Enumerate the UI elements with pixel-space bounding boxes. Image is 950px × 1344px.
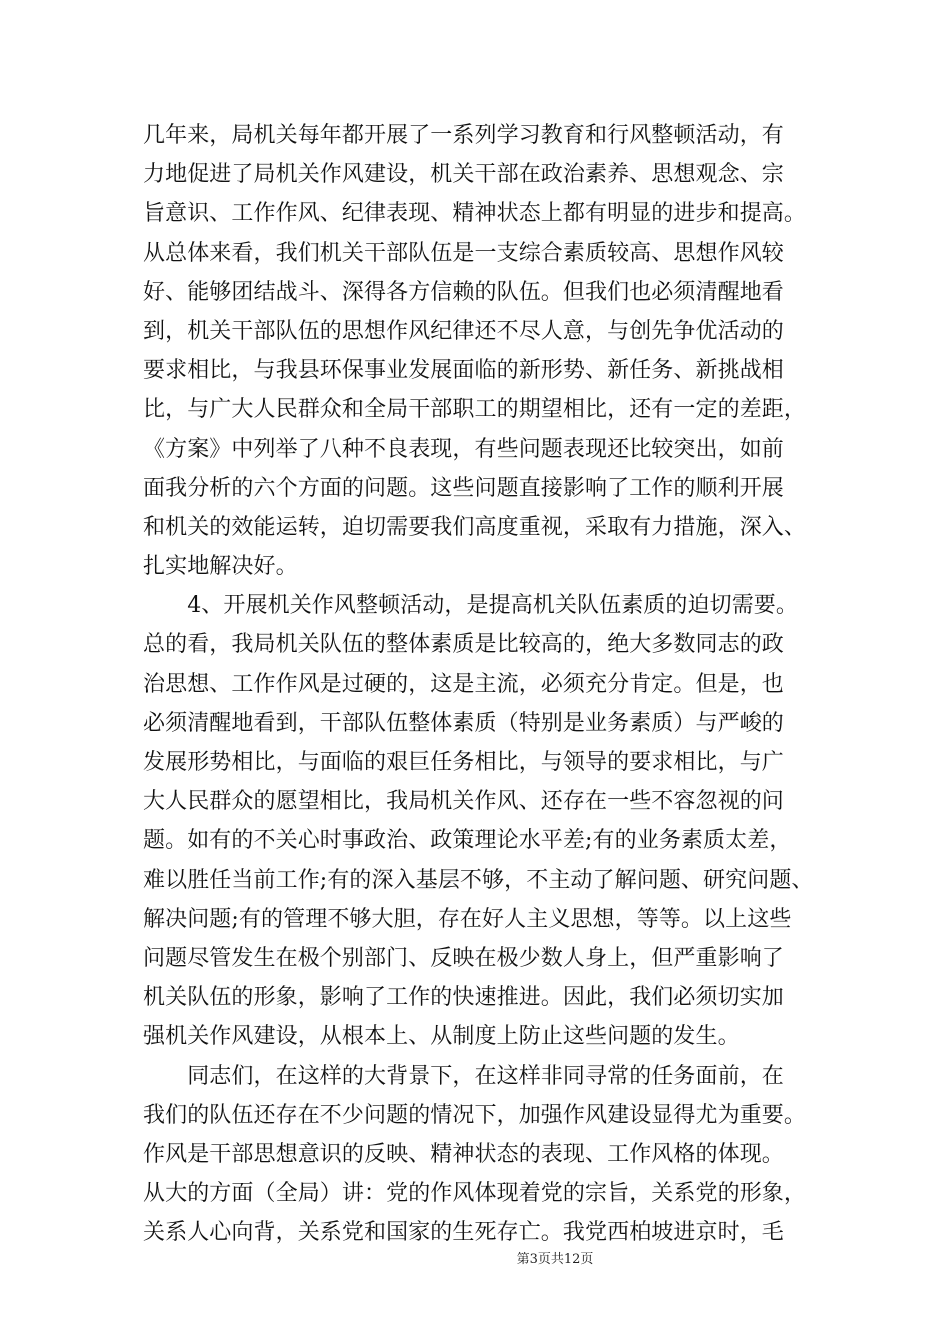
text-line: 比，与广大人民群众和全局干部职工的期望相比，还有一定的差距， [143,397,807,423]
text-line: 问题尽管发生在极个别部门、反映在极少数人身上，但严重影响了 [143,945,784,971]
text-line: 总的看，我局机关队伍的整体素质是比较高的，绝大多数同志的政 [143,632,784,658]
text-line: 发展形势相比，与面临的艰巨任务相比，与领导的要求相比，与广 [143,750,784,775]
text-line: 强机关作风建设，从根本上、从制度上防止这些问题的发生。 [143,1024,740,1050]
text-line: 机关队伍的形象，影响了工作的快速推进。因此，我们必须切实加 [143,985,784,1011]
text-line: 面我分析的六个方面的问题。这些问题直接影响了工作的顺利开展 [143,475,784,501]
text-line: 从大的方面（全局）讲：党的作风体现着党的宗旨，关系党的形象， [143,1181,807,1207]
text-line: 难以胜任当前工作;有的深入基层不够，不主动了解问题、研究问题、 [143,867,814,893]
text-line: 题。如有的不关心时事政治、政策理论水平差;有的业务素质太差， [143,828,792,854]
text-line: 我们的队伍还存在不少问题的情况下，加强作风建设显得尤为重要。 [143,1102,807,1128]
text-line: 大人民群众的愿望相比，我局机关作风、还存在一些不容忽视的问 [143,789,784,815]
text-line: 好、能够团结战斗、深得各方信赖的队伍。但我们也必须清醒地看 [143,279,784,305]
page-number: 第3页共12页 [516,1252,594,1267]
body-text [143,116,823,1252]
text-line: 和机关的效能运转，迫切需要我们高度重视，采取有力措施，深入、 [143,514,807,540]
page-number-footer [0,1248,950,1267]
text-line: 从总体来看，我们机关干部队伍是一支综合素质较高、思想作风较 [143,240,784,266]
text-line: 作风是干部思想意识的反映、精神状态的表现、工作风格的体现。 [143,1141,784,1167]
text-line: 到，机关干部队伍的思想作风纪律还不尽人意，与创先争优活动的 [143,318,784,344]
text-line: 要求相比，与我县环保事业发展面临的新形势、新任务、新挑战相 [143,358,784,384]
text-line: 治思想、工作作风是过硬的，这是主流，必须充分肯定。但是，也 [143,671,784,697]
text-line: 《方案》中列举了八种不良表现，有些问题表现还比较突出，如前 [143,436,784,462]
text-line: 解决问题;有的管理不够大胆，存在好人主义思想，等等。以上这些 [143,906,792,932]
text-line: 力地促进了局机关作风建设，机关干部在政治素养、思想观念、宗 [143,162,784,188]
text-line: 扎实地解决好。 [143,554,298,580]
text-line: 旨意识、工作作风、纪律表现、精神状态上都有明显的进步和提高。 [143,201,807,227]
text-line: 同志们，在这样的大背景下，在这样非同寻常的任务面前，在 [143,1063,784,1089]
text-line: 几年来，局机关每年都开展了一系列学习教育和行风整顿活动，有 [143,123,784,148]
text-line: 关系人心向背，关系党和国家的生死存亡。我党西柏坡进京时，毛 [143,1220,784,1246]
text-line: 4、开展机关作风整顿活动，是提高机关队伍素质的迫切需要。 [143,593,798,619]
text-line: 必须清醒地看到，干部队伍整体素质（特别是业务素质）与严峻的 [143,710,784,736]
